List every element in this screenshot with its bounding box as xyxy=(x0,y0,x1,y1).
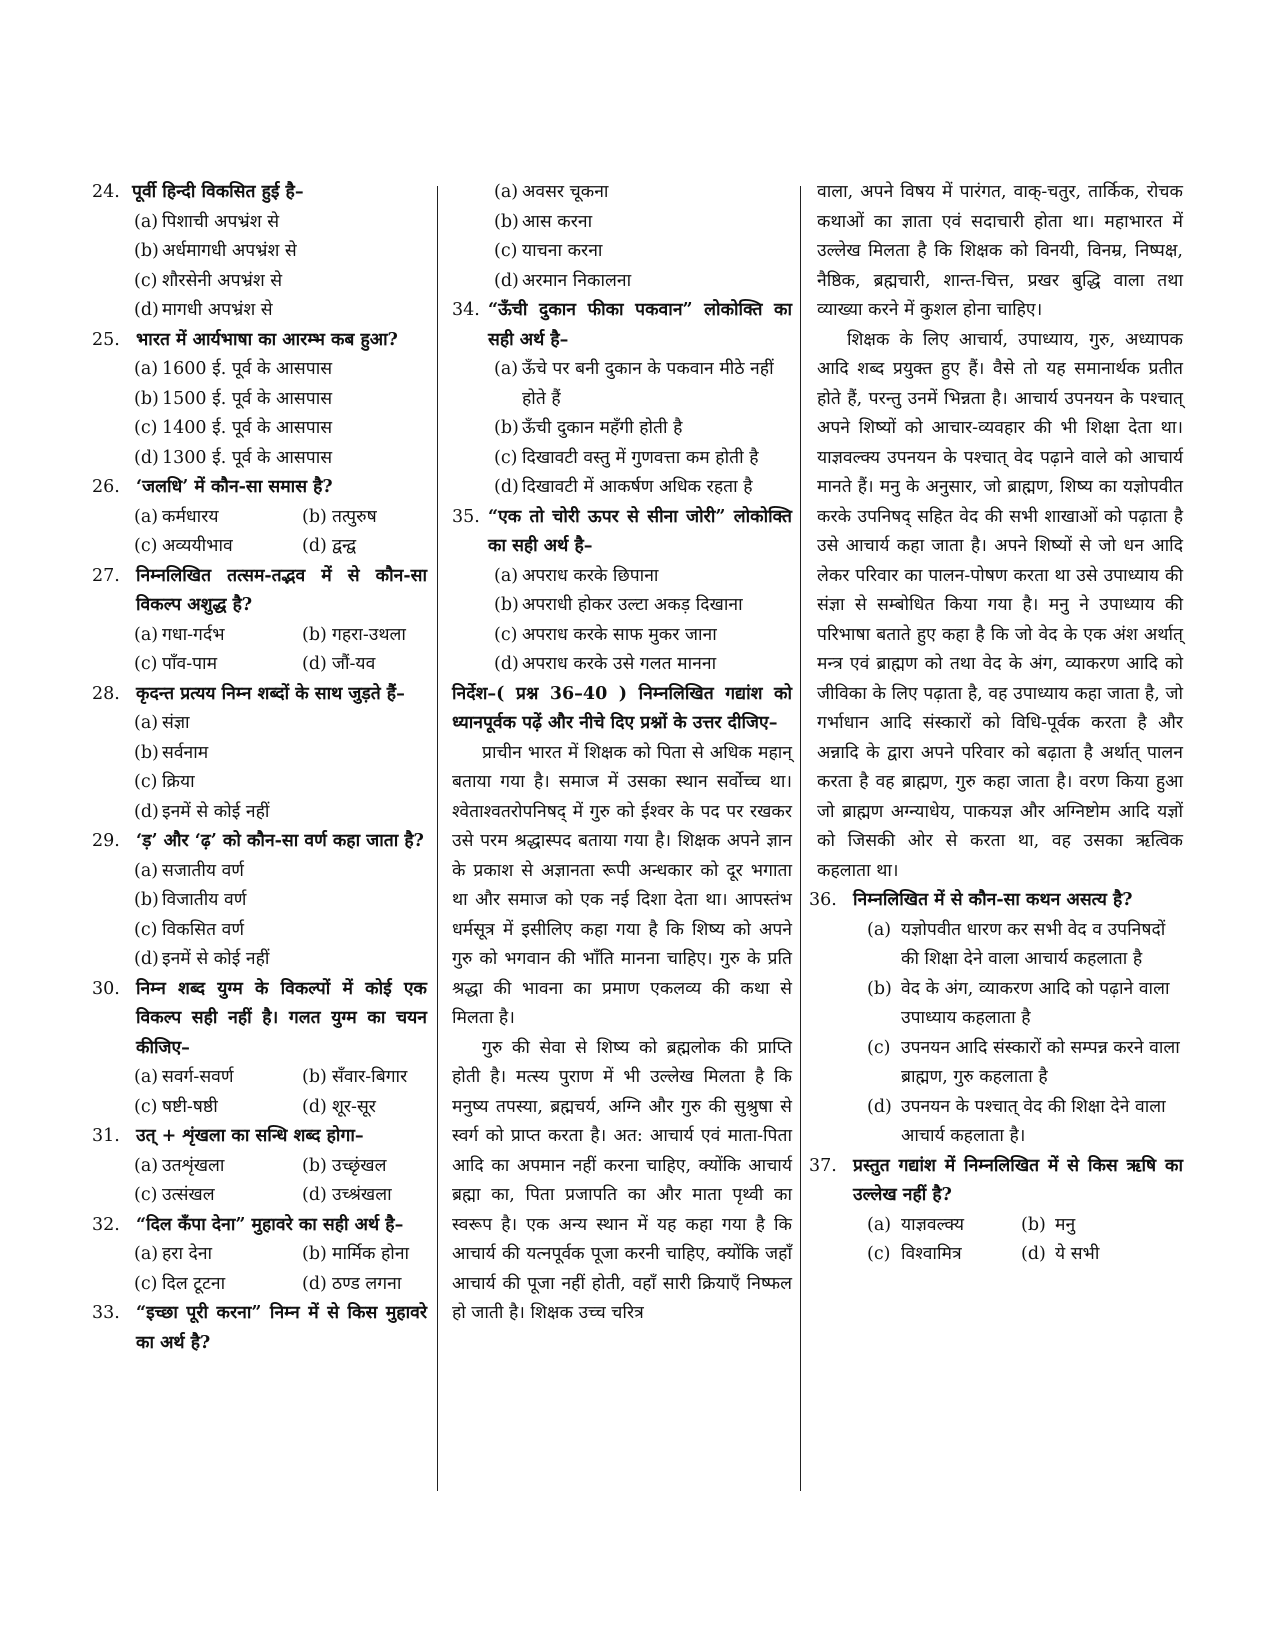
option-29c: (c) विकसित वर्ण xyxy=(134,919,244,940)
question-36: 36. निम्नलिखित में से कौन-सा कथन असत्य है? xyxy=(809,890,1133,910)
options-31-cd xyxy=(92,1181,427,1211)
passage-paragraph-3: वाला, अपने विषय में पारंगत, वाक्-चतुर, तार्किक, रोचक कथाओं का ज्ञाता एवं सदाचारी होता था। महाभारत में उल्लेख मिलता है कि शिक्षक को विनयी, विनम्र, निष्पक्ष, नैष्ठिक, ब्रह्मचारी, शान्त-चित्त, प्रखर बुद्धि वाला तथा व्याख्या करने में कुशल होना चाहिए। xyxy=(817,182,1183,320)
option-35d: (d) अपराध करके उसे गलत मानना xyxy=(494,654,717,674)
option-25d: (d) 1300 ई. पूर्व के आसपास xyxy=(134,447,333,468)
option-36b: (b) वेद के अंग, व्याकरण आदि को पढ़ाने वाला उपाध्याय कहलाता है xyxy=(867,978,1170,1028)
option-30d: (d) शूर-सूर xyxy=(302,1096,376,1117)
option-34c: (c) दिखावटी वस्तु में गुणवत्ता कम होती है xyxy=(494,447,759,468)
option-28a: (a) संज्ञा xyxy=(134,713,190,733)
column-divider-2 xyxy=(800,186,801,1491)
option-25a: (a) 1600 ई. पूर्व के आसपास xyxy=(134,359,333,379)
option-34d: (d) दिखावटी में आकर्षण अधिक रहता है xyxy=(494,477,753,497)
options-37-ab xyxy=(817,1211,1183,1241)
option-30c: (c) षष्टी-षष्ठी xyxy=(134,1096,218,1117)
option-29d: (d) इनमें से कोई नहीं xyxy=(134,949,270,969)
option-29b: (b) विजातीय वर्ण xyxy=(134,890,247,910)
question-26: 26. ‘जलधि’ में कौन-सा समास है? xyxy=(92,477,333,497)
option-33a: (a) अवसर चूकना xyxy=(494,182,609,202)
question-24: 24. पूर्वी हिन्दी विकसित हुई है– xyxy=(92,182,304,202)
option-27c: (c) पाँव-पाम xyxy=(134,654,218,674)
option-37a: (a) याज्ञवल्क्य xyxy=(867,1214,965,1235)
option-26a: (a) कर्मधारय xyxy=(134,506,219,527)
column-2 xyxy=(452,178,792,1329)
question-34: 34. “ऊँची दुकान फीका पकवान” लोकोक्ति का सही अर्थ है– xyxy=(452,300,792,350)
option-35b: (b) अपराधी होकर उल्टा अकड़ दिखाना xyxy=(494,595,743,615)
option-26c: (c) अव्ययीभाव xyxy=(134,536,233,556)
option-32b: (b) मार्मिक होना xyxy=(302,1244,410,1264)
passage-directive: निर्देश–( प्रश्न 36–40 ) निम्नलिखित गद्यांश को ध्यानपूर्वक पढ़ें और नीचे दिए प्रश्नों के उत्तर दीजिए– xyxy=(452,683,792,733)
option-28b: (b) सर्वनाम xyxy=(134,742,209,763)
option-24b: (b) अर्धमागधी अपभ्रंश से xyxy=(134,241,297,261)
option-28c: (c) क्रिया xyxy=(134,772,195,792)
option-33b: (b) आस करना xyxy=(494,211,593,232)
options-32-ab xyxy=(92,1240,427,1270)
option-27d: (d) जौं-यव xyxy=(302,654,376,674)
question-33: 33. “इच्छा पूरी करना” निम्न में से किस मुहावरे का अर्थ है? xyxy=(92,1303,427,1353)
question-37: 37. प्रस्तुत गद्यांश में निम्नलिखित में से किस ऋषि का उल्लेख नहीं है? xyxy=(809,1155,1183,1205)
options-37-cd xyxy=(817,1240,1183,1270)
question-29: 29. ‘ड़’ और ‘ढ़’ को कौन-सा वर्ण कहा जाता है? xyxy=(92,831,424,851)
question-32: 32. “दिल कँपा देना” मुहावरे का सही अर्थ है– xyxy=(92,1214,404,1235)
options-31-ab xyxy=(92,1152,427,1182)
option-30b: (b) सँवार-बिगार xyxy=(302,1067,408,1087)
option-37d: (d) ये सभी xyxy=(1021,1244,1100,1264)
option-31b: (b) उच्छृंखल xyxy=(302,1155,387,1176)
option-34a: (a) ऊँचे पर बनी दुकान के पकवान मीठे नहीं होते हैं xyxy=(494,359,774,409)
options-27-ab xyxy=(92,621,427,651)
option-36d: (d) उपनयन के पश्चात् वेद की शिक्षा देने वाला आचार्य कहलाता है। xyxy=(867,1096,1166,1146)
option-33d: (d) अरमान निकालना xyxy=(494,270,632,291)
passage-paragraph-2: गुरु की सेवा से शिष्य को ब्रह्मलोक की प्राप्ति होती है। मत्स्य पुराण में भी उल्लेख मिलता है कि मनुष्य तपस्या, ब्रह्मचर्य, अग्नि और गुरु की सुश्रुषा से स्वर्ग को प्राप्त करता है। अत: आचार्य एवं माता-पिता आदि का अपमान नहीं करना चाहिए, क्योंकि आचार्य ब्रह्मा का, पिता प्रजापति का और माता पृथ्वी का स्वरूप है। एक अन्य स्थान में यह कहा गया है कि आचार्य की यत्नपूर्वक पूजा करनी चाहिए, क्योंकि जहाँ आचार्य की पूजा नहीं होती, वहाँ सारी क्रियाएँ निष्फल हो जाती है। शिक्षक उच्च चरित्र xyxy=(452,1037,792,1323)
passage-paragraph-4: शिक्षक के लिए आचार्य, उपाध्याय, गुरु, अध्यापक आदि शब्द प्रयुक्त हुए हैं। वैसे तो यह समानार्थक प्रतीत होते हैं, परन्तु उनमें भिन्नता है। आचार्य उपनयन के पश्चात् अपने शिष्यों को आचार-व्यवहार की भी शिक्षा देता था। याज्ञवल्क्य उपनयन के पश्चात् वेद पढ़ाने वाले को आचार्य मानते हैं। मनु के अनुसार, जो ब्राह्मण, शिष्य का यज्ञोपवीत करके उपनिषद् सहित वेद की सभी शाखाओं को पढ़ाता है उसे आचार्य कहा जाता है। अपने शिष्यों से जो धन आदि लेकर परिवार का पालन-पोषण करता था उसे उपाध्याय की संज्ञा से सम्बोधित किया गया है। मनु ने उपाध्याय की परिभाषा बताते हुए कहा है कि जो वेद के एक अंश अर्थात् मन्त्र एवं ब्राह्मण को तथा वेद के अंग, व्याकरण आदि को जीविका के लिए पढ़ाता है, वह उपाध्याय कहा जाता है, जो गर्भाधान आदि संस्कारों को विधि-पूर्वक करता है और अन्नादि के द्वारा अपने परिवार को बढ़ाता है अर्थात् पालन करता है वह ब्राह्मण, गुरु कहा जाता है। वरण किया हुआ जो ब्राह्मण अग्न्याधेय, पाकयज्ञ और अग्निष्टोम आदि यज्ञों को जिसकी ओर से करता था, वह उसका ऋत्विक कहलाता था। xyxy=(817,329,1183,881)
question-28: 28. कृदन्त प्रत्यय निम्न शब्दों के साथ जुड़ते हैं– xyxy=(92,683,405,704)
column-3 xyxy=(809,178,1183,1270)
option-32a: (a) हरा देना xyxy=(134,1244,213,1264)
option-29a: (a) सजातीय वर्ण xyxy=(134,860,244,881)
option-31a: (a) उतशृंखला xyxy=(134,1155,225,1176)
options-30-ab xyxy=(92,1063,427,1093)
option-25c: (c) 1400 ई. पूर्व के आसपास xyxy=(134,418,333,438)
option-26b: (b) तत्पुरुष xyxy=(302,506,377,527)
option-36c: (c) उपनयन आदि संस्कारों को सम्पन्न करने वाला ब्राह्मण, गुरु कहलाता है xyxy=(867,1037,1180,1087)
option-34b: (b) ऊँची दुकान महँगी होती है xyxy=(494,418,683,438)
option-32c: (c) दिल टूटना xyxy=(134,1273,226,1294)
options-30-cd xyxy=(92,1093,427,1123)
option-35c: (c) अपराध करके साफ मुकर जाना xyxy=(494,624,717,645)
options-32-cd xyxy=(92,1270,427,1300)
options-26-ab xyxy=(92,503,427,533)
option-24a: (a) पिशाची अपभ्रंश से xyxy=(134,211,280,232)
options-26-cd xyxy=(92,532,427,562)
option-33c: (c) याचना करना xyxy=(494,241,603,261)
question-35: 35. “एक तो चोरी ऊपर से सीना जोरी” लोकोक्ति का सही अर्थ है– xyxy=(452,506,792,556)
option-35a: (a) अपराध करके छिपाना xyxy=(494,565,659,586)
question-27: 27. निम्नलिखित तत्सम-तद्भव में से कौन-सा विकल्प अशुद्ध है? xyxy=(92,565,427,615)
options-27-cd xyxy=(92,650,427,680)
question-31: 31. उत् + शृंखला का सन्धि शब्द होगा– xyxy=(92,1126,364,1146)
option-32d: (d) ठण्ड लगना xyxy=(302,1273,402,1294)
question-25: 25. भारत में आर्यभाषा का आरम्भ कब हुआ? xyxy=(92,329,398,350)
option-26d: (d) द्वन्द्व xyxy=(302,536,357,556)
option-25b: (b) 1500 ई. पूर्व के आसपास xyxy=(134,388,333,409)
option-36a: (a) यज्ञोपवीत धारण कर सभी वेद व उपनिषदों की शिक्षा देने वाला आचार्य कहलाता है xyxy=(867,919,1166,969)
option-24c: (c) शौरसेनी अपभ्रंश से xyxy=(134,270,283,291)
passage-paragraph-1: प्राचीन भारत में शिक्षक को पिता से अधिक महान् बताया गया है। समाज में उसका स्थान सर्वोच्च था। श्वेताश्वतरोपनिषद् में गुरु को ईश्वर के पद पर रखकर उसे परम श्रद्धास्पद बताया गया है। शिक्षक अपने ज्ञान के प्रकाश से अज्ञानता रूपी अन्धकार को दूर भगाता था और समाज को एक नई दिशा देता था। आपस्तंभ धर्मसूत्र में इसीलिए कहा गया है कि शिष्य को अपने गुरु को भगवान की भाँति मानना चाहिए। गुरु के प्रति श्रद्धा की भावना का प्रमाण एकलव्य की कथा से मिलता है। xyxy=(452,742,792,1028)
option-28d: (d) इनमें से कोई नहीं xyxy=(134,801,270,822)
option-24d: (d) मागधी अपभ्रंश से xyxy=(134,300,273,320)
option-37b: (b) मनु xyxy=(1021,1214,1076,1235)
question-30: 30. निम्न शब्द युग्म के विकल्पों में कोई एक विकल्प सही नहीं है। गलत युग्म का चयन कीजिए– xyxy=(92,978,427,1058)
option-31c: (c) उत्संखल xyxy=(134,1185,215,1205)
option-30a: (a) सवर्ग-सवर्ण xyxy=(134,1067,234,1087)
column-1 xyxy=(92,178,427,1358)
option-27a: (a) गधा-गर्दभ xyxy=(134,624,225,645)
option-37c: (c) विश्वामित्र xyxy=(867,1244,962,1264)
option-31d: (d) उच्श्रंखला xyxy=(302,1185,392,1205)
option-27b: (b) गहरा-उथला xyxy=(302,624,406,645)
